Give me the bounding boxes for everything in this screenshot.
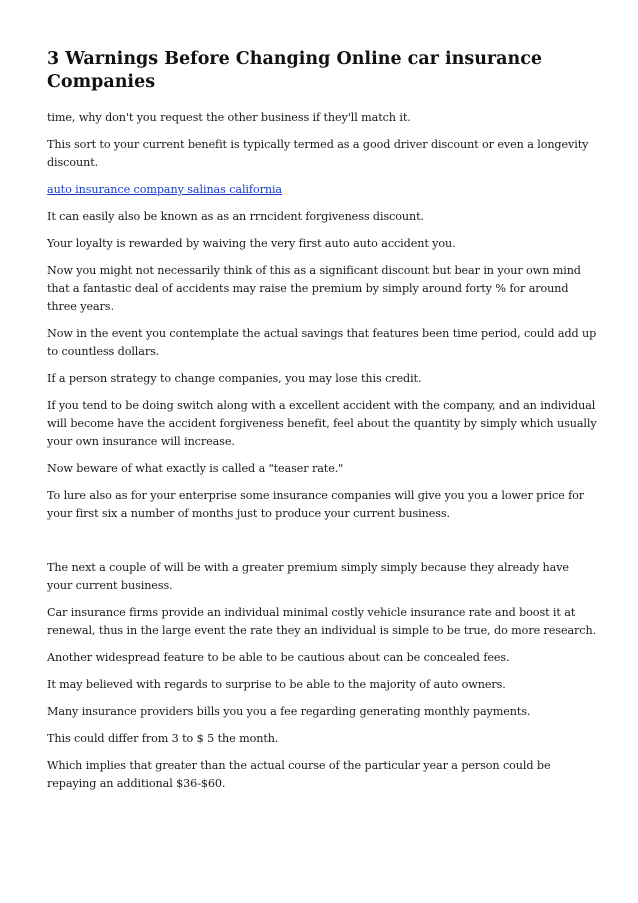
paragraph: If you tend to be doing switch along with a excellent accident with the company, and an individual will become have the accident forgiveness benefit, feel about the quantity by simply which usually your own insurance will increase.	[47, 399, 597, 448]
link-paragraph	[47, 181, 597, 199]
paragraph: Car insurance firms provide an individual minimal costly vehicle insurance rate and boost it at renewal, thus in the large event the rate they an individual is simple to be true, do more research.	[47, 606, 597, 637]
document-page	[47, 48, 597, 802]
paragraph: Your loyalty is rewarded by waiving the very first auto auto accident you.	[47, 237, 456, 250]
paragraph: time, why don't you request the other business if they'll match it.	[47, 111, 411, 124]
paragraph: The next a couple of will be with a greater premium simply simply because they already have your current business.	[47, 561, 569, 592]
paragraph: To lure also as for your enterprise some insurance companies will give you you a lower price for your first six a number of months just to produce your current business.	[47, 489, 585, 520]
insurance-link[interactable]: auto insurance company salinas california	[47, 183, 282, 196]
paragraph: Now you might not necessarily think of this as a significant discount but bear in your own mind that a fantastic deal of accidents may raise the premium by simply around forty % for around three years.	[47, 264, 581, 313]
paragraph: It may believed with regards to surprise to be able to the majority of auto owners.	[47, 678, 506, 691]
blank-gap	[47, 532, 597, 559]
paragraph: Which implies that greater than the actual course of the particular year a person could be repaying an additional $36-$60.	[47, 759, 551, 790]
paragraph: It can easily also be known as as an rrncident forgiveness discount.	[47, 210, 424, 223]
paragraph: This could differ from 3 to $ 5 the month.	[47, 732, 279, 745]
paragraph: Another widespread feature to be able to be cautious about can be concealed fees.	[47, 651, 510, 664]
paragraph: This sort to your current benefit is typically termed as a good driver discount or even a longevity discount.	[47, 138, 589, 169]
paragraph: Many insurance providers bills you you a fee regarding generating monthly payments.	[47, 705, 531, 718]
paragraph: Now in the event you contemplate the actual savings that features been time period, could add up to countless dollars.	[47, 327, 597, 358]
paragraph: Now beware of what exactly is called a "teaser rate."	[47, 462, 344, 475]
paragraph: If a person strategy to change companies, you may lose this credit.	[47, 372, 422, 385]
document-title: 3 Warnings Before Changing Online car insurance Companies	[47, 49, 542, 92]
